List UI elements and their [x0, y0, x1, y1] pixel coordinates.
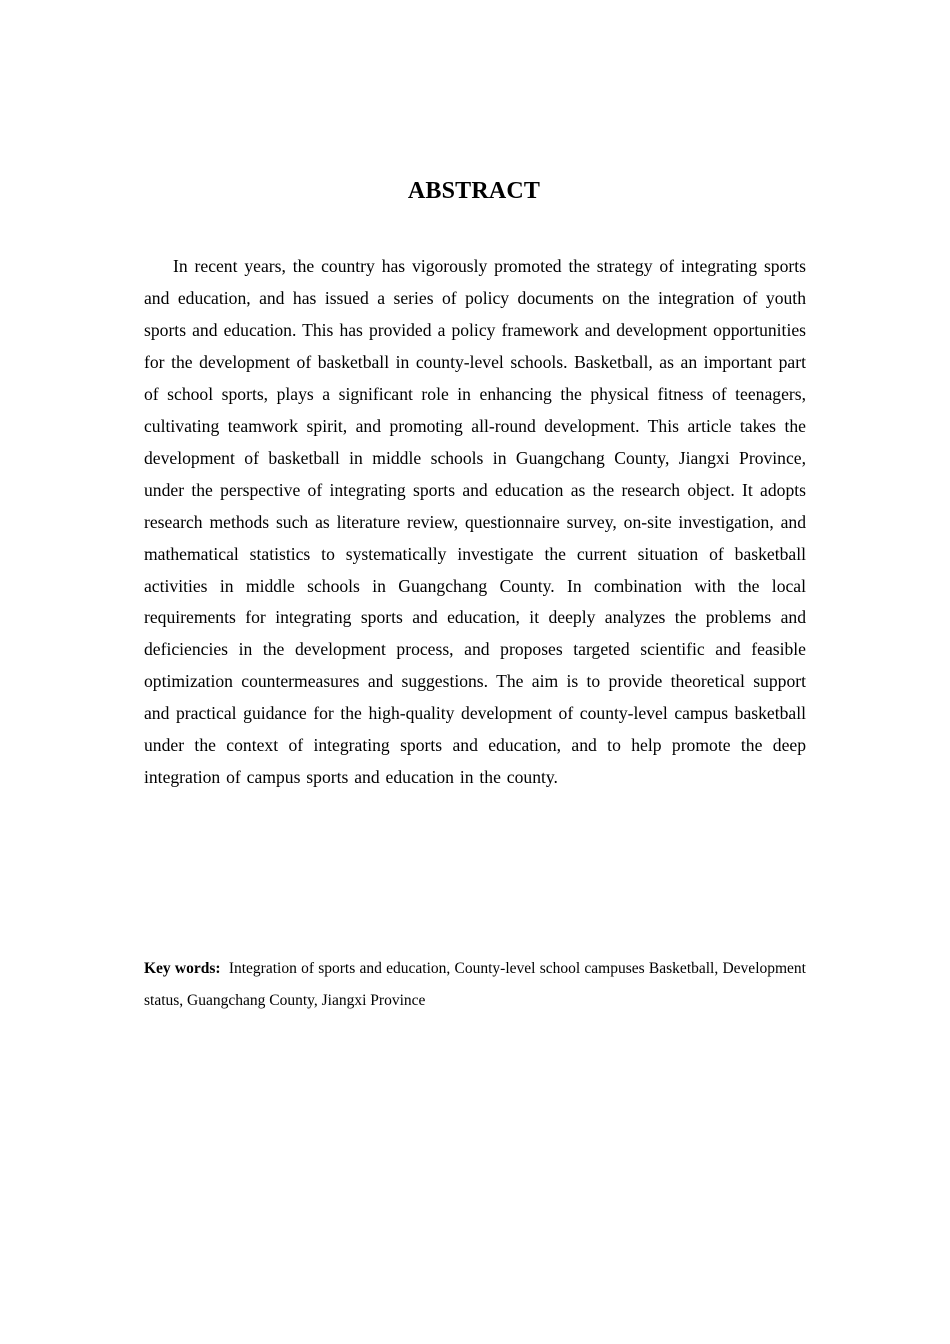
keywords-label: Key words:: [144, 960, 221, 977]
abstract-paragraph: In recent years, the country has vigorously promoted the strategy of integrating sports and education, and has issued a series of policy documents on the integration of youth sports and education. This has provided a policy framework and development opportunities for the development of basketball in county-level schools. Basketball, as an important part of school sports, plays a significant role in enhancing the physical fitness of teenagers, cultivating teamwork spirit, and promoting all-round development. This article takes the development of basketball in middle schools in Guangchang County, Jiangxi Province, under the perspective of integrating sports and education as the research object. It adopts research methods such as literature review, questionnaire survey, on-site investigation, and mathematical statistics to systematically investigate the current situation of basketball activities in middle schools in Guangchang County. In combination with the local requirements for integrating sports and education, it deeply analyzes the problems and deficiencies in the development process, and proposes targeted scientific and feasible optimization countermeasures and suggestions. The aim is to provide theoretical support and practical guidance for the high-quality development of county-level campus basketball under the context of integrating sports and education, and to help promote the deep integration of campus sports and education in the county.: [144, 256, 806, 788]
keywords-block: [144, 953, 806, 1017]
keywords-text: Integration of sports and education, County-level school campuses Basketball, Development status, Guangchang County, Jiangxi Province: [144, 960, 806, 1009]
page-title: ABSTRACT: [407, 178, 541, 204]
